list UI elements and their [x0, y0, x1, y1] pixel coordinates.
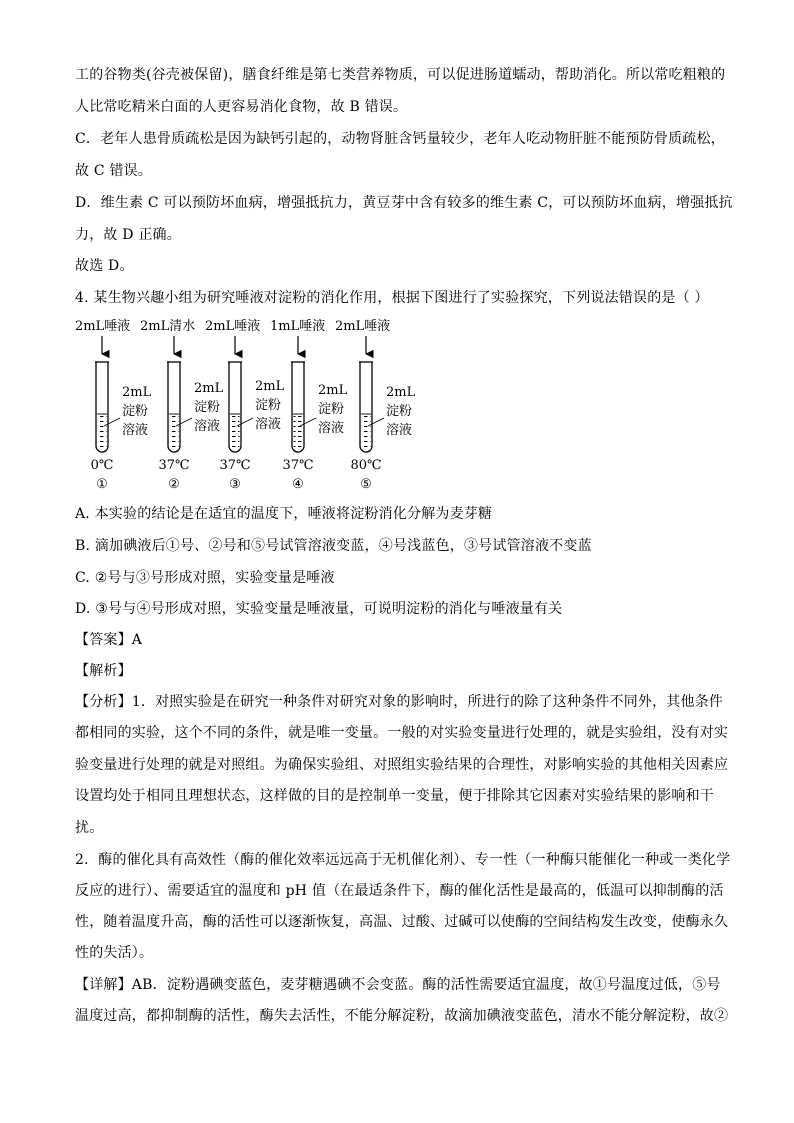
- tube-side-label: 淀粉: [194, 400, 221, 415]
- starch-solution: [170, 414, 179, 451]
- text-line: 故 C 错误。: [75, 163, 153, 179]
- text-line: 故选 D。: [75, 258, 134, 274]
- text-line: 人比常吃精米白面的人更容易消化食物，故 B 错误。: [75, 99, 408, 115]
- tube-side-label: 2mL: [122, 385, 152, 400]
- tube-number: ③: [229, 477, 241, 492]
- tube-top-label: 2mL唾液: [75, 319, 131, 334]
- tube-side-label: 淀粉: [122, 404, 149, 419]
- tube-side-label: 淀粉: [255, 398, 282, 413]
- question-stem: 4. 某生物兴趣小组为研究唾液对淀粉的消化作用，根据下图进行了实验探究，下列说法错误的是（ ）: [75, 290, 709, 306]
- analysis-line: 扰。: [75, 820, 104, 836]
- analysis-title: 【解析】: [75, 663, 132, 679]
- option-b: B. 滴加碘液后①号、②号和⑤号试管溶液变蓝，④号浅蓝色，③号试管溶液不变蓝: [75, 538, 592, 554]
- tube-side-label: 溶液: [122, 423, 149, 438]
- tube-side-label: 2mL: [386, 385, 416, 400]
- tube-side-label: 溶液: [255, 417, 282, 432]
- analysis-line: 【详解】AB．淀粉遇碘变蓝色，麦芽糖遇碘不会变蓝。酶的活性需要适宜温度，故①号温度过低，⑤号: [75, 977, 721, 993]
- option-c: C. ②号与③号形成对照，实验变量是唾液: [75, 570, 335, 586]
- tube-number: ①: [96, 477, 108, 492]
- analysis-line: 2．酶的催化具有高效性（酶的催化效率远远高于无机催化剂）、专一性（一种酶只能催化一种或一类化学: [75, 852, 731, 868]
- starch-solution: [362, 414, 371, 451]
- analysis-line: 都相同的实验，这个不同的条件，就是唯一变量。一般的对实验变量进行处理的，就是实验组，没有对实: [75, 725, 729, 741]
- tube-side-label: 溶液: [386, 423, 413, 438]
- analysis-line: 设置均处于相同且理想状态，这样做的目的是控制单一变量，便于排除其它因素对实验结果的影响和干: [75, 788, 714, 804]
- analysis-line: 反应的进行）、需要适宜的温度和 pH 值（在最适条件下，酶的催化活性是最高的，低温可以抑制酶的活: [75, 883, 724, 899]
- test-tube-diagram: [70, 314, 430, 492]
- analysis-line: 【分析】1．对照实验是在研究一种条件对研究对象的影响时，所进行的除了这种条件不同外，其他条件: [75, 694, 724, 710]
- text-line: 工的谷物类(谷壳被保留)，膳食纤维是第七类营养物质，可以促进肠道蠕动，帮助消化。所以常吃粗粮的: [75, 67, 726, 83]
- analysis-line: 性的失活）。: [75, 945, 154, 961]
- tube-side-label: 溶液: [194, 419, 221, 434]
- analysis-line: 性，随着温度升高，酶的活性可以逐渐恢复，高温、过酸、过碱可以使酶的空间结构发生改变，使酶永久: [75, 914, 729, 930]
- text-line: D．维生素 C 可以预防坏血病，增强抵抗力，黄豆芽中含有较多的维生素 C，可以预防坏血病，增强抵抗: [75, 195, 733, 211]
- tube-side-label: 2mL: [255, 379, 285, 394]
- tube-top-label: 2mL清水: [140, 319, 196, 334]
- answer-line: 【答案】A: [75, 632, 143, 648]
- tube-temperature: 80℃: [350, 458, 382, 473]
- tube-top-label: 2mL唾液: [205, 319, 261, 334]
- experiment-figure: [70, 314, 430, 492]
- tube-side-label: 淀粉: [318, 402, 345, 417]
- text-line: C．老年人患骨质疏松是因为缺钙引起的，动物肾脏含钙量较少，老年人吃动物肝脏不能预防骨质疏松，: [75, 131, 725, 147]
- tube-temperature: 37℃: [219, 458, 251, 473]
- starch-solution: [231, 414, 240, 451]
- tube-side-label: 溶液: [318, 421, 345, 436]
- tube-side-label: 2mL: [318, 383, 348, 398]
- text-line: 力，故 D 正确。: [75, 227, 181, 243]
- starch-solution: [98, 414, 107, 451]
- tube-temperature: 37℃: [282, 458, 314, 473]
- tube-top-label: 2mL唾液: [335, 319, 391, 334]
- tube-top-label: 1mL唾液: [270, 319, 326, 334]
- option-a: A. 本实验的结论是在适宜的温度下，唾液将淀粉消化分解为麦芽糖: [75, 506, 493, 522]
- analysis-line: 验变量进行处理的就是对照组。为确保实验组、对照组实验结果的合理性，对影响实验的其他相关因素应: [75, 757, 729, 773]
- analysis-line: 温度过高，都抑制酶的活性，酶失去活性，不能分解淀粉，故滴加碘液变蓝色，清水不能分解淀粉，故②: [75, 1008, 729, 1024]
- tube-temperature: 37℃: [158, 458, 190, 473]
- tube-number: ④: [292, 477, 304, 492]
- tube-number: ⑤: [360, 477, 372, 492]
- tube-number: ②: [168, 477, 180, 492]
- option-d: D. ③号与④号形成对照，实验变量是唾液量，可说明淀粉的消化与唾液量有关: [75, 601, 563, 617]
- tube-side-label: 淀粉: [386, 404, 413, 419]
- tube-side-label: 2mL: [194, 381, 224, 396]
- starch-solution: [294, 414, 303, 451]
- tube-temperature: 0℃: [90, 458, 114, 473]
